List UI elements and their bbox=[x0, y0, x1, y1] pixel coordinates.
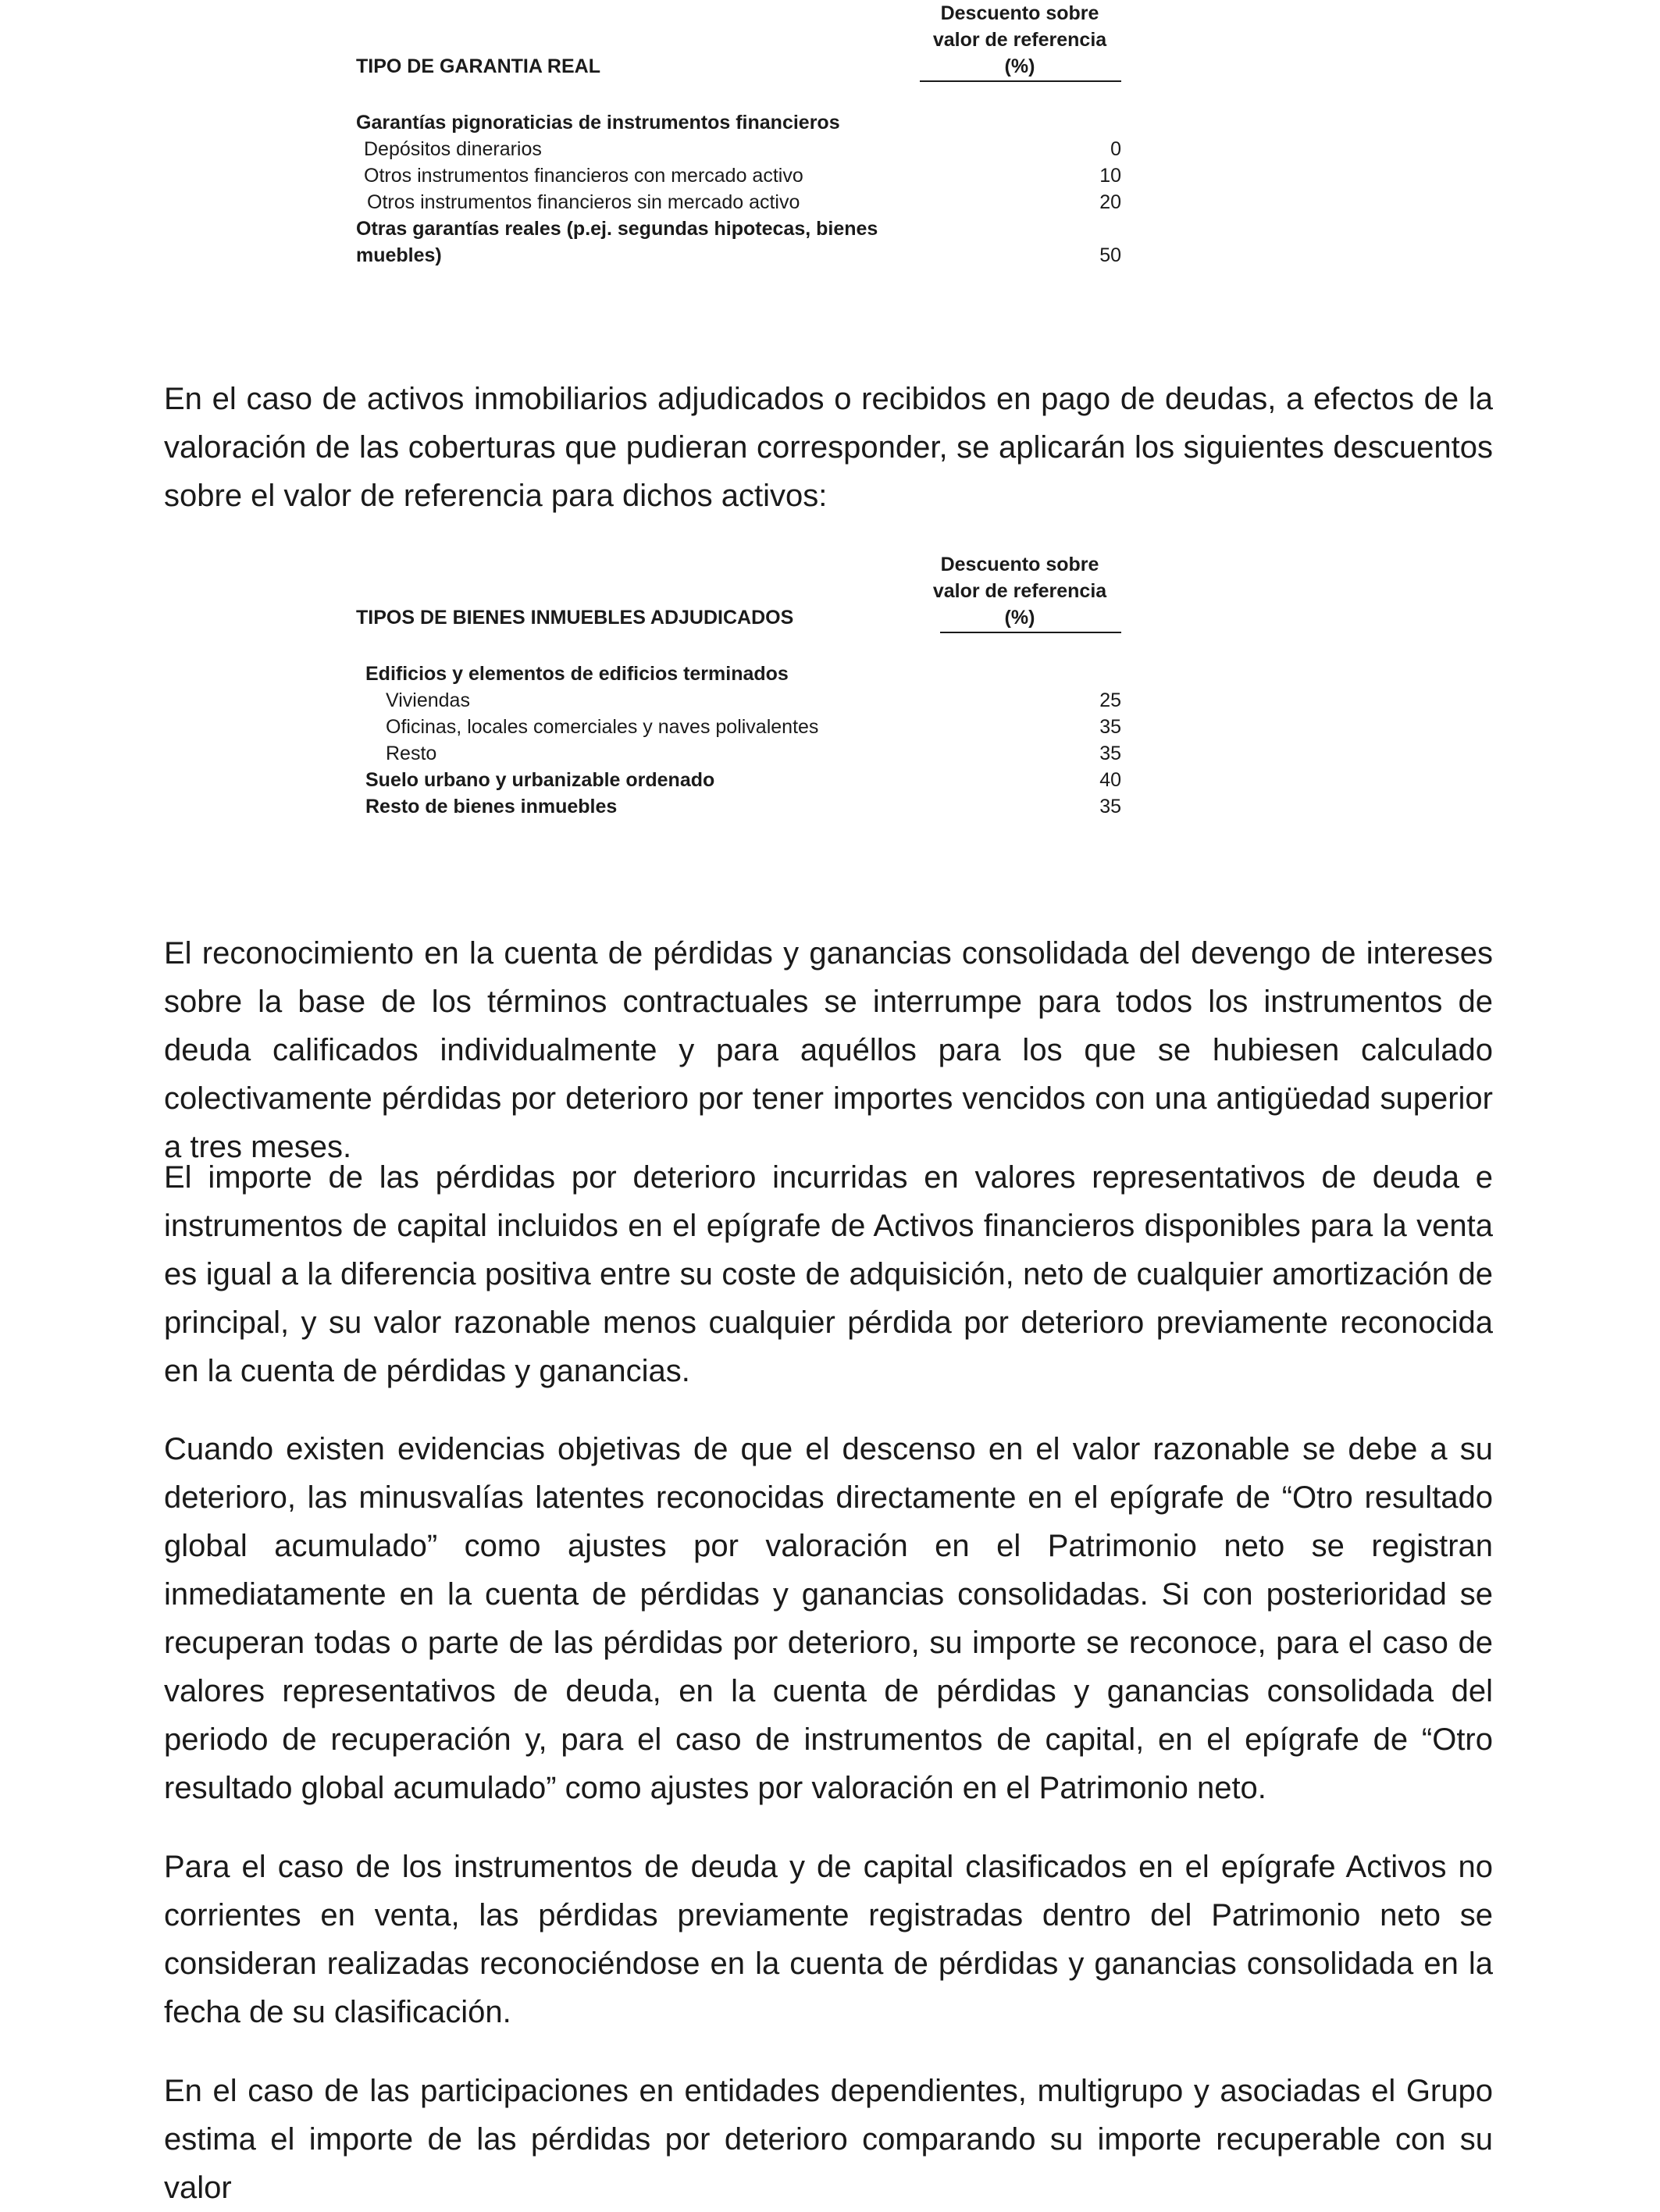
table-row-value: 40 bbox=[1099, 769, 1121, 791]
table-row-value: 0 bbox=[1110, 138, 1121, 160]
table-row-value: 50 bbox=[1099, 244, 1121, 266]
column-header-line-2: valor de referencia bbox=[932, 29, 1107, 51]
row-header: TIPO DE GARANTIA REAL bbox=[356, 55, 600, 77]
paragraph-interest-accrual: El reconocimiento en la cuenta de pérdidas y ganancias consolidada del devengo de intereses sobre la base de los términos contractuales se interrumpe para todos los instrumentos de deuda calificados individualmente y para aquéllos para los que se hubiesen calculado colectivamente pérdidas por deterioro por tener importes vencidos con una antigüedad superior a tres meses. bbox=[164, 936, 1493, 1164]
table-row-label: Oficinas, locales comerciales y naves polivalentes bbox=[386, 716, 819, 738]
paragraph-foreclosed-assets: En el caso de activos inmobiliarios adjudicados o recibidos en pago de deudas, a efectos de la valoración de las coberturas que pudieran corresponder, se aplicarán los siguientes descuentos sobre el valor de referencia para dichos activos: bbox=[164, 382, 1493, 513]
table-row-label: Resto de bienes inmuebles bbox=[365, 796, 618, 817]
column-header-line-3: (%) bbox=[1004, 55, 1035, 77]
table-row-label: muebles) bbox=[356, 244, 442, 266]
table-row-label: Depósitos dinerarios bbox=[364, 138, 542, 160]
table-foreclosed-property-types bbox=[356, 551, 1121, 825]
table-guarantee-types bbox=[356, 0, 1121, 273]
paragraph-non-current-assets: Para el caso de los instrumentos de deuda y de capital clasificados en el epígrafe Activos no corrientes en venta, las pérdidas previamente registradas dentro del Patrimonio neto se consideran realizadas reconociéndose en la cuenta de pérdidas y ganancias consolidada en la fecha de su clasificación. bbox=[164, 1850, 1493, 2029]
paragraph-impairment-amount: El importe de las pérdidas por deterioro incurridas en valores representativos de deuda e instrumentos de capital incluidos en el epígrafe de Activos financieros disponibles para la venta es igual a la diferencia positiva entre su coste de adquisición, neto de cualquier amortización de principal, y su valor razonable menos cualquier pérdida por deterioro previamente reconocida en la cuenta de pérdidas y ganancias. bbox=[164, 1160, 1493, 1388]
table-row-label: Otros instrumentos financieros sin mercado activo bbox=[367, 191, 800, 213]
paragraph-objective-evidence: Cuando existen evidencias objetivas de que el descenso en el valor razonable se debe a su deterioro, las minusvalías latentes reconocidas directamente en el epígrafe de “Otro resultado global acumulado” como ajustes por valoración en el Patrimonio neto se registran inmediatamente en la cuenta de pérdidas y ganancias consolidadas. Si con posterioridad se recuperan todas o parte de las pérdidas por deterioro, su importe se reconoce, para el caso de valores representativos de deuda, en la cuenta de pérdidas y ganancias consolidada del periodo de recuperación y, para el caso de instrumentos de capital, en el epígrafe de “Otro resultado global acumulado” como ajustes por valoración en el Patrimonio neto. bbox=[164, 1432, 1493, 1805]
table-row-label: Resto bbox=[386, 743, 437, 764]
table-row-label: Edificios y elementos de edificios terminados bbox=[365, 663, 789, 685]
column-header-line-3: (%) bbox=[1004, 607, 1035, 629]
table-row-label: Suelo urbano y urbanizable ordenado bbox=[365, 769, 715, 791]
table-row-value: 35 bbox=[1099, 796, 1121, 817]
table-row-value: 20 bbox=[1099, 191, 1121, 213]
table-row-label: Otros instrumentos financieros con mercado activo bbox=[364, 165, 803, 187]
table-row-value: 35 bbox=[1099, 716, 1121, 738]
table-row-value: 25 bbox=[1099, 689, 1121, 711]
table-row-label: Garantías pignoraticias de instrumentos financieros bbox=[356, 112, 840, 134]
column-header-line-1: Descuento sobre bbox=[940, 554, 1099, 575]
table-row-value: 35 bbox=[1099, 743, 1121, 764]
column-header-line-1: Descuento sobre bbox=[940, 2, 1099, 24]
table-row-value: 10 bbox=[1099, 165, 1121, 187]
paragraph-subsidiaries: En el caso de las participaciones en entidades dependientes, multigrupo y asociadas el Grupo estima el importe de las pérdidas por deterioro comparando su importe recuperable con su valor bbox=[164, 2074, 1493, 2205]
table-row-label: Viviendas bbox=[386, 689, 470, 711]
header-underline bbox=[920, 80, 1121, 82]
header-underline bbox=[940, 632, 1121, 633]
column-header-line-2: valor de referencia bbox=[932, 580, 1107, 602]
row-header: TIPOS DE BIENES INMUEBLES ADJUDICADOS bbox=[356, 607, 794, 629]
table-row-label: Otras garantías reales (p.ej. segundas hipotecas, bienes bbox=[356, 218, 878, 240]
